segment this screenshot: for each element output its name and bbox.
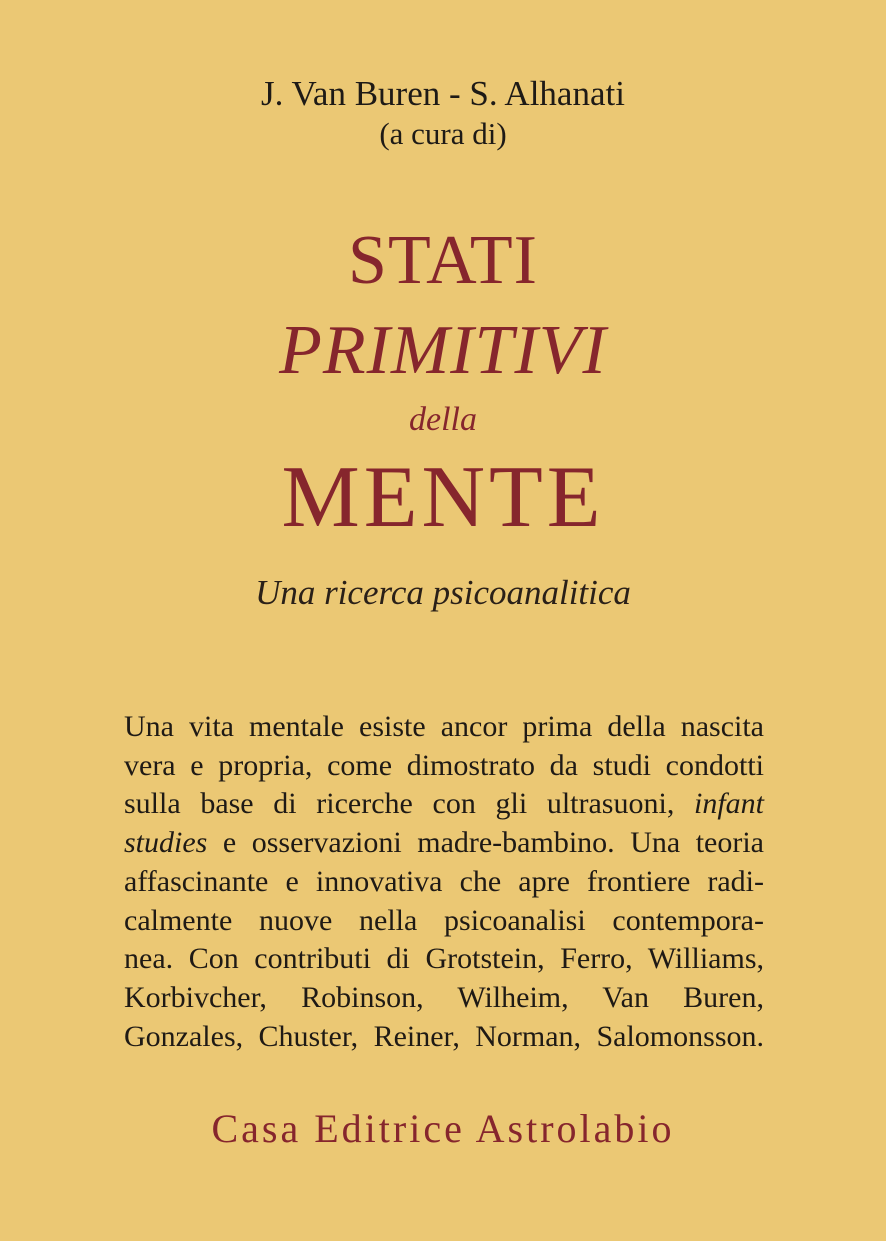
blurb-italic: infant xyxy=(694,787,765,821)
blurb-text: sulla base di ricerche con gli ultrasuoni, xyxy=(124,787,675,821)
subtitle: Una ricerca psicoanalitica xyxy=(255,573,631,612)
title-line-4: MENTE xyxy=(281,449,605,546)
blurb-line: Una vita mentale esiste ancor prima della nascita xyxy=(124,710,764,743)
blurb-line xyxy=(124,824,764,863)
blurb-line: Korbivcher, Robinson, Wilheim, Van Buren, xyxy=(124,980,764,1014)
publisher: Casa Editrice Astrolabio xyxy=(211,1106,675,1151)
blurb-line xyxy=(124,785,764,824)
title-line-3: della xyxy=(409,401,477,438)
curator-note: (a cura di) xyxy=(379,116,507,151)
blurb-text: e osservazioni madre-bambino. Una teoria xyxy=(222,826,765,860)
blurb-line: calmente nuove nella psicoanalisi contempora- xyxy=(124,903,764,937)
blurb xyxy=(124,708,764,1056)
title-line-2: PRIMITIVI xyxy=(279,312,607,389)
blurb-line: Gonzales, Chuster, Reiner, Norman, Salomonsson. xyxy=(124,1019,764,1053)
blurb-line: affascinante e innovativa che apre frontiere radi- xyxy=(124,864,764,898)
title-line-1: STATI xyxy=(348,222,538,299)
authors: J. Van Buren - S. Alhanati xyxy=(261,74,625,113)
blurb-line: vera e propria, come dimostrato da studi condotti xyxy=(124,748,764,782)
blurb-line: nea. Con contributi di Grotstein, Ferro, Williams, xyxy=(124,942,764,976)
blurb-italic: studies xyxy=(124,826,208,860)
